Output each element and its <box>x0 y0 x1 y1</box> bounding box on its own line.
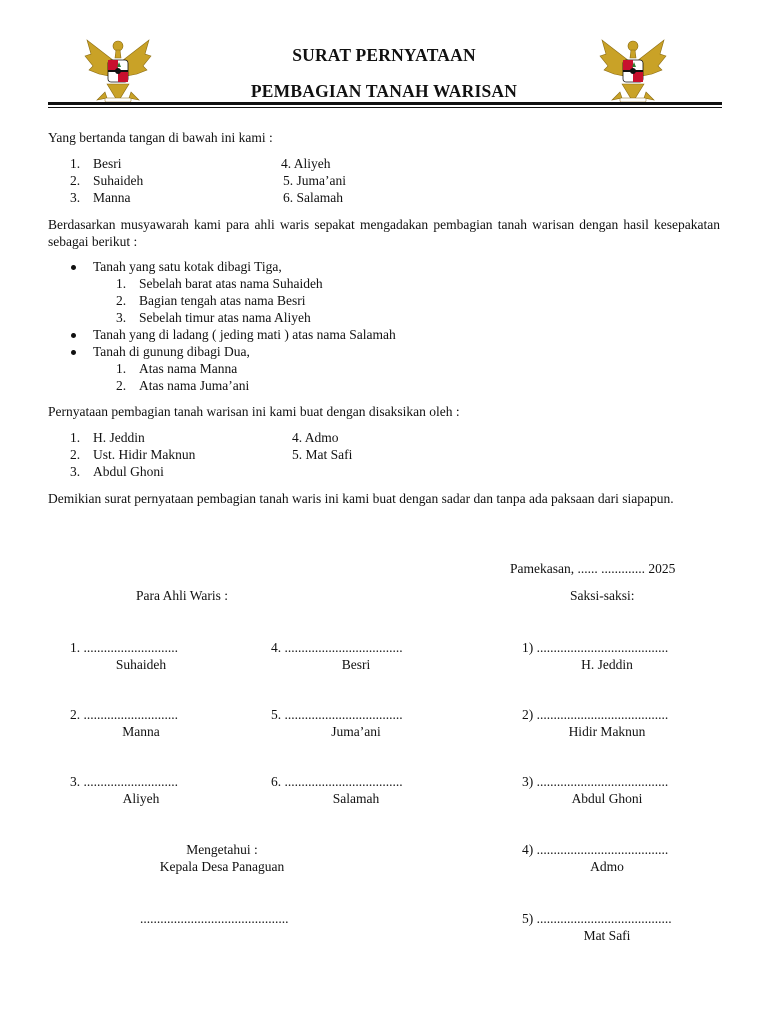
witness-signature-line: 3) ....................................... <box>522 774 669 789</box>
bullet-dot <box>71 265 76 270</box>
witnesses-label: Saksi-saksi: <box>570 588 635 603</box>
witness-name: Abdul Ghoni <box>93 464 164 479</box>
signature-line: 6. ................................... <box>271 774 403 789</box>
closing-paragraph: Demikian surat pernyataan pembagian tanah waris ini kami buat dengan sadar dan tanpa ada paksaan dari siapapun. <box>48 491 674 506</box>
witness-signatory-name: Admo <box>590 859 624 874</box>
signatory-name: Manna <box>122 724 160 739</box>
document-subtitle: PEMBAGIAN TANAH WARISAN <box>250 81 518 101</box>
witness-num: 1. <box>70 430 81 445</box>
witness-signature-line: 5) ........................................ <box>522 911 672 926</box>
witness-name: H. Jeddin <box>93 430 145 445</box>
signature-line: 5. ................................... <box>271 707 403 722</box>
intro-text: Yang bertanda tangan di bawah ini kami : <box>48 130 273 145</box>
heir-num: 1. <box>70 156 81 171</box>
signatory-name: Juma’ani <box>331 724 381 739</box>
signature-line: 4. ................................... <box>271 640 403 655</box>
heir-name: Manna <box>93 190 131 205</box>
witness-name: Ust. Hidir Maknun <box>93 447 196 462</box>
heir-num: 2. <box>70 173 81 188</box>
division-sub-num: 2. <box>116 378 127 393</box>
signatory-name: Suhaideh <box>115 657 167 672</box>
signatory-name: Salamah <box>332 791 380 806</box>
signature-line: 3. ............................ <box>70 774 178 789</box>
witness-intro-text: Pernyataan pembagian tanah warisan ini kami buat dengan disaksikan oleh : <box>48 404 460 419</box>
agreement-paragraph: Berdasarkan musyawarah kami para ahli waris sepakat mengadakan pembagian tanah warisan dengan hasil kesepakatan sebagai berikut : <box>48 217 720 249</box>
heir-num: 3. <box>70 190 81 205</box>
witness-signatory-name: Hidir Maknun <box>568 724 646 739</box>
division-sub-num: 3. <box>116 310 127 325</box>
division-sub-item: Sebelah barat atas nama Suhaideh <box>139 276 323 291</box>
heir-name: 5. Juma’ani <box>283 173 346 188</box>
signatory-name: Besri <box>341 657 371 672</box>
division-item: Tanah di gunung dibagi Dua, <box>93 344 250 359</box>
witness-signatory-name: Abdul Ghoni <box>571 791 643 806</box>
division-item: Tanah yang satu kotak dibagi Tiga, <box>93 259 282 274</box>
header-rule-thick <box>48 102 722 105</box>
heir-name: Besri <box>93 156 122 171</box>
heir-name: 4. Aliyeh <box>281 156 331 171</box>
witness-signatory-name: H. Jeddin <box>581 657 633 672</box>
division-sub-item: Atas nama Manna <box>139 361 238 376</box>
signatory-name: Aliyeh <box>122 791 160 806</box>
signature-line: 2. ............................ <box>70 707 178 722</box>
division-sub-num: 1. <box>116 276 127 291</box>
bullet-dot <box>71 350 76 355</box>
witness-name: 5. Mat Safi <box>292 447 353 462</box>
division-item: Tanah yang di ladang ( jeding mati ) atas nama Salamah <box>93 327 396 342</box>
witness-signatory-name: Mat Safi <box>583 928 631 943</box>
witness-signature-line: 2) ....................................... <box>522 707 669 722</box>
witness-num: 3. <box>70 464 81 479</box>
bullet-dot <box>71 333 76 338</box>
document-title: SURAT PERNYATAAN <box>292 45 476 65</box>
witness-name: 4. Admo <box>292 430 339 445</box>
heirs-label: Para Ahli Waris : <box>136 588 229 603</box>
division-sub-num: 2. <box>116 293 127 308</box>
signature-line: 1. ............................ <box>70 640 178 655</box>
division-sub-item: Bagian tengah atas nama Besri <box>139 293 306 308</box>
heir-name: Suhaideh <box>93 173 144 188</box>
witness-signature-line: 4) ....................................... <box>522 842 669 857</box>
village-head-title: Kepala Desa Panaguan <box>159 859 285 874</box>
acknowledge-label: Mengetahui : <box>186 842 258 857</box>
witness-num: 2. <box>70 447 81 462</box>
division-sub-item: Sebelah timur atas nama Aliyeh <box>139 310 311 325</box>
witness-signature-line: 1) ....................................... <box>522 640 669 655</box>
heir-name: 6. Salamah <box>283 190 343 205</box>
division-sub-num: 1. <box>116 361 127 376</box>
place-date: Pamekasan, ...... ............. 2025 <box>510 561 676 576</box>
header-rule-thin <box>48 107 722 108</box>
village-head-signature-line: ............................................ <box>140 911 289 926</box>
division-sub-item: Atas nama Juma’ani <box>139 378 250 393</box>
